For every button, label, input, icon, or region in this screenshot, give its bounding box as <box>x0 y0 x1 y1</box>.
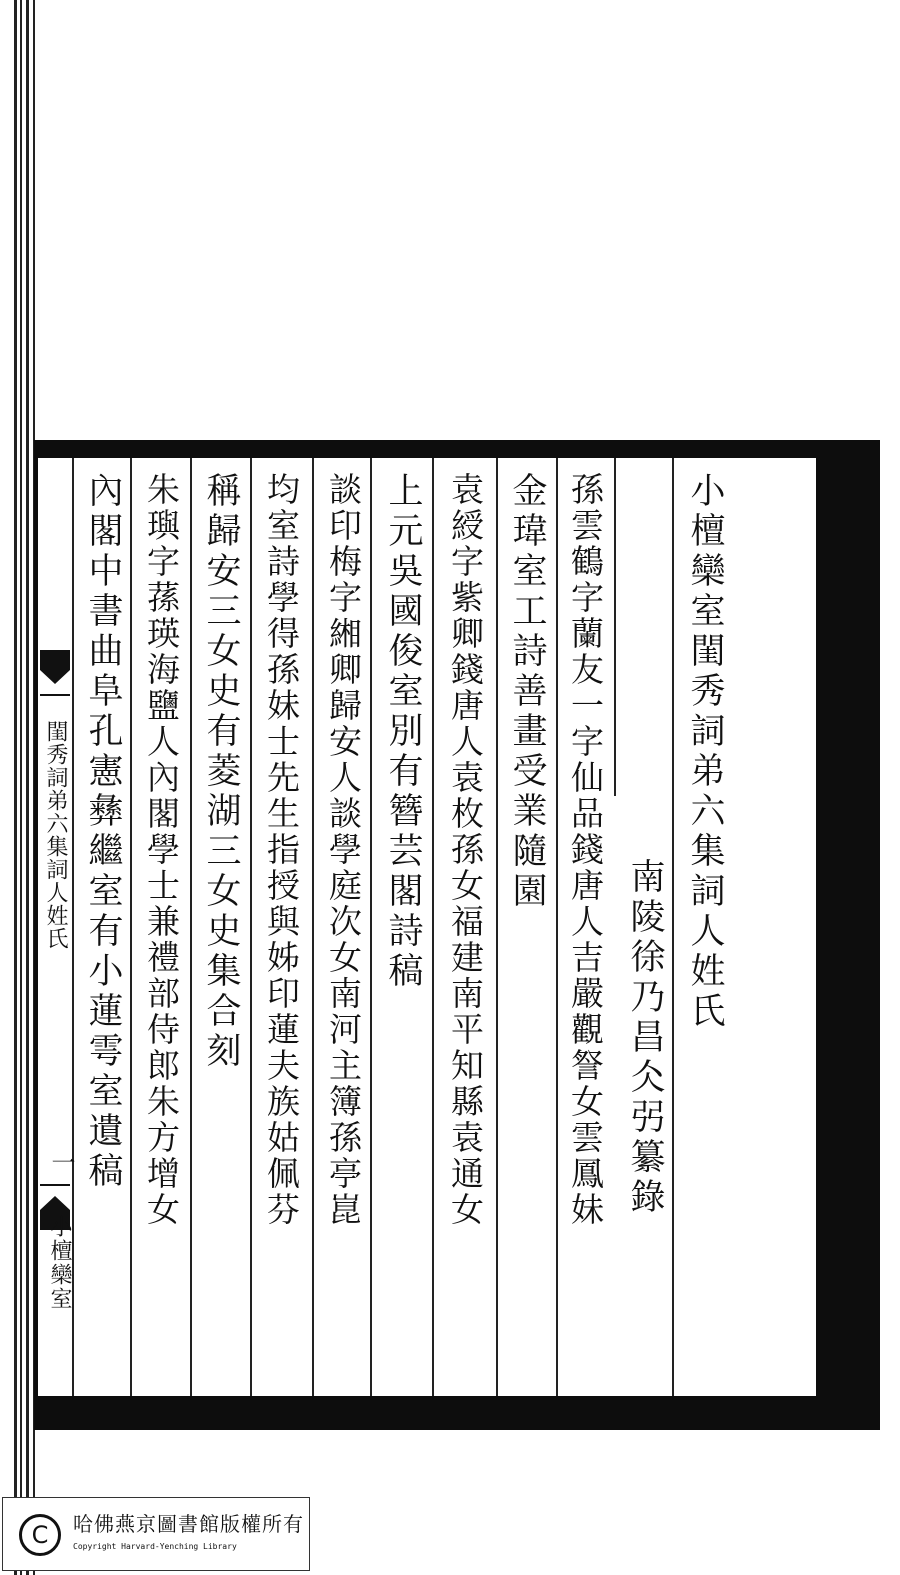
banxin-footer: 小檀欒室 <box>47 1215 72 1311</box>
text-column: 朱璵字蓀瑛海鹽人內閣學士兼禮部侍郎朱方增女 <box>142 472 181 1228</box>
column-rule <box>496 458 498 1396</box>
text-column: 上元吳國俊室別有簪芸閣詩稿 <box>383 472 423 992</box>
column-rule <box>370 458 372 1396</box>
text-column: 稱歸安三女史有菱湖三女史集合刻 <box>201 472 241 1072</box>
text-column: 孫雲鶴字蘭友一字仙品錢唐人吉嚴觀詧女雲鳳妹 <box>566 472 605 1228</box>
column-rule <box>614 458 616 796</box>
text-column: 袁綬字紫卿錢唐人袁枚孫女福建南平知縣袁通女 <box>446 472 485 1228</box>
copyright-icon: C <box>19 1514 61 1556</box>
column-rule <box>190 458 192 1396</box>
fish-tail-top <box>40 650 70 710</box>
copyright-chinese: 哈佛燕京圖書館版權所有 <box>73 1512 304 1536</box>
compiler-column: 南陵徐乃昌仌弜纂錄 <box>625 858 665 1218</box>
text-column: 均室詩學得孫妹士先生指授與姊印蓮夫族姑佩芬 <box>262 472 301 1228</box>
title-column: 小檀欒室閨秀詞弟六集詞人姓氏 <box>685 472 725 1032</box>
banxin-strip <box>40 650 75 1396</box>
column-rule <box>72 458 74 1396</box>
text-column: 談印梅字緗卿歸安人談學庭次女南河主簿孫亭崑 <box>324 472 363 1228</box>
banxin-title: 閨秀詞弟六集詞人姓氏 <box>43 720 68 950</box>
column-rule <box>312 458 314 1396</box>
column-rule <box>432 458 434 1396</box>
text-column: 內閣中書曲阜孔憲彝繼室有小蓮雩室遺稿 <box>83 472 123 1192</box>
column-rule <box>250 458 252 1396</box>
banxin-page-number: 一 <box>47 1150 75 1174</box>
column-rule <box>672 458 674 1396</box>
text-column: 金瑋室工詩善畫受業隨園 <box>507 472 547 912</box>
copyright-english: Copyright Harvard-Yenching Library <box>73 1542 237 1551</box>
copyright-stamp <box>2 1497 310 1571</box>
column-rule <box>556 458 558 1396</box>
column-rule <box>130 458 132 1396</box>
